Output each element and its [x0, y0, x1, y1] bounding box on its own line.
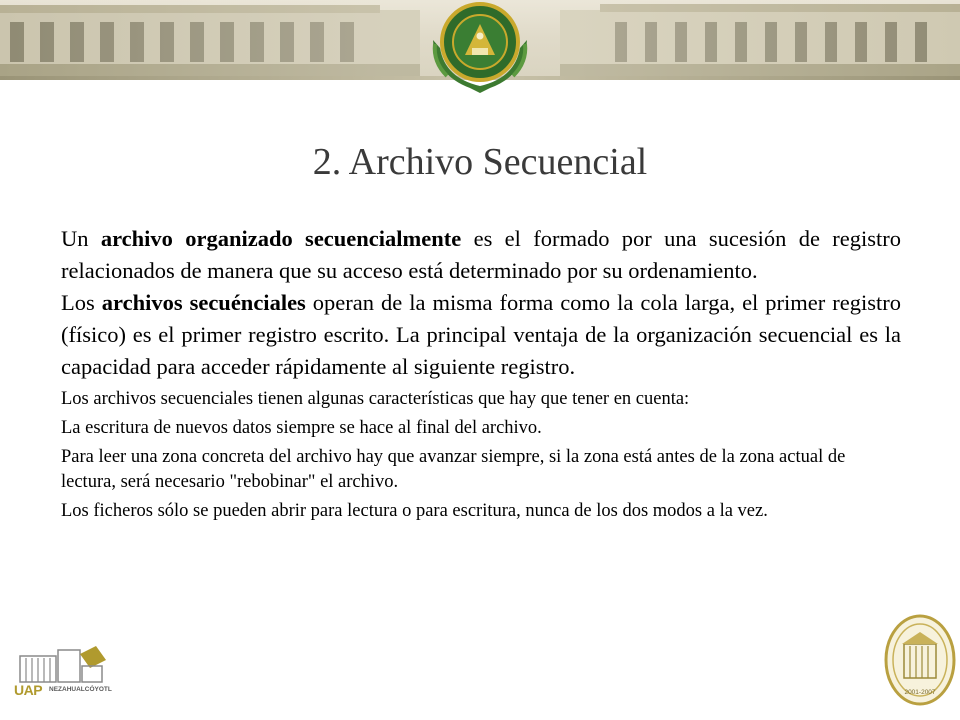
uap-building-icon [16, 644, 116, 684]
bold-term: archivos secuénciales [101, 290, 306, 315]
slide-body [61, 223, 901, 524]
bold-term: archivo organizado secuencialmente [100, 226, 462, 251]
anniversary-years-text: 2001-2007 [904, 689, 936, 696]
paragraph-characteristic: La escritura de nuevos datos siempre se hace al final del archivo. [61, 418, 542, 438]
paragraph-characteristic: Para leer una zona concreta del archivo hay que avanzar siempre, si la zona está antes de la zona actual de lectura, será necesario "rebobinar" el archivo. [61, 447, 846, 492]
uap-brand-subtext: NEZAHUALCÓYOTL [49, 686, 112, 693]
paragraph-characteristics-intro: Los archivos secuenciales tienen algunas características que hay que tener en cuenta: [61, 389, 690, 409]
paragraph-definition: Un archivo organizado secuencialmente es el formado por una sucesión de registro relacionados de manera que su acceso está determinado por su ordenamiento. [61, 226, 901, 283]
paragraph-characteristic: Los ficheros sólo se pueden abrir para lectura o para escritura, nunca de los dos modos a la vez. [61, 501, 768, 521]
paragraph-operation: Los archivos secuénciales operan de la misma forma como la cola larga, el primer registro (físico) es el primer registro escrito. La principal ventaja de la organización secuencial es la capacidad para acceder rápidamente al siguiente registro. [61, 290, 901, 379]
slide-title: 2. Archivo Secuencial [312, 141, 648, 183]
anniversary-seal-icon [884, 614, 956, 706]
university-seal-icon [425, 0, 535, 95]
uap-brand-text: UAP [14, 682, 43, 698]
uap-logo [12, 644, 132, 704]
